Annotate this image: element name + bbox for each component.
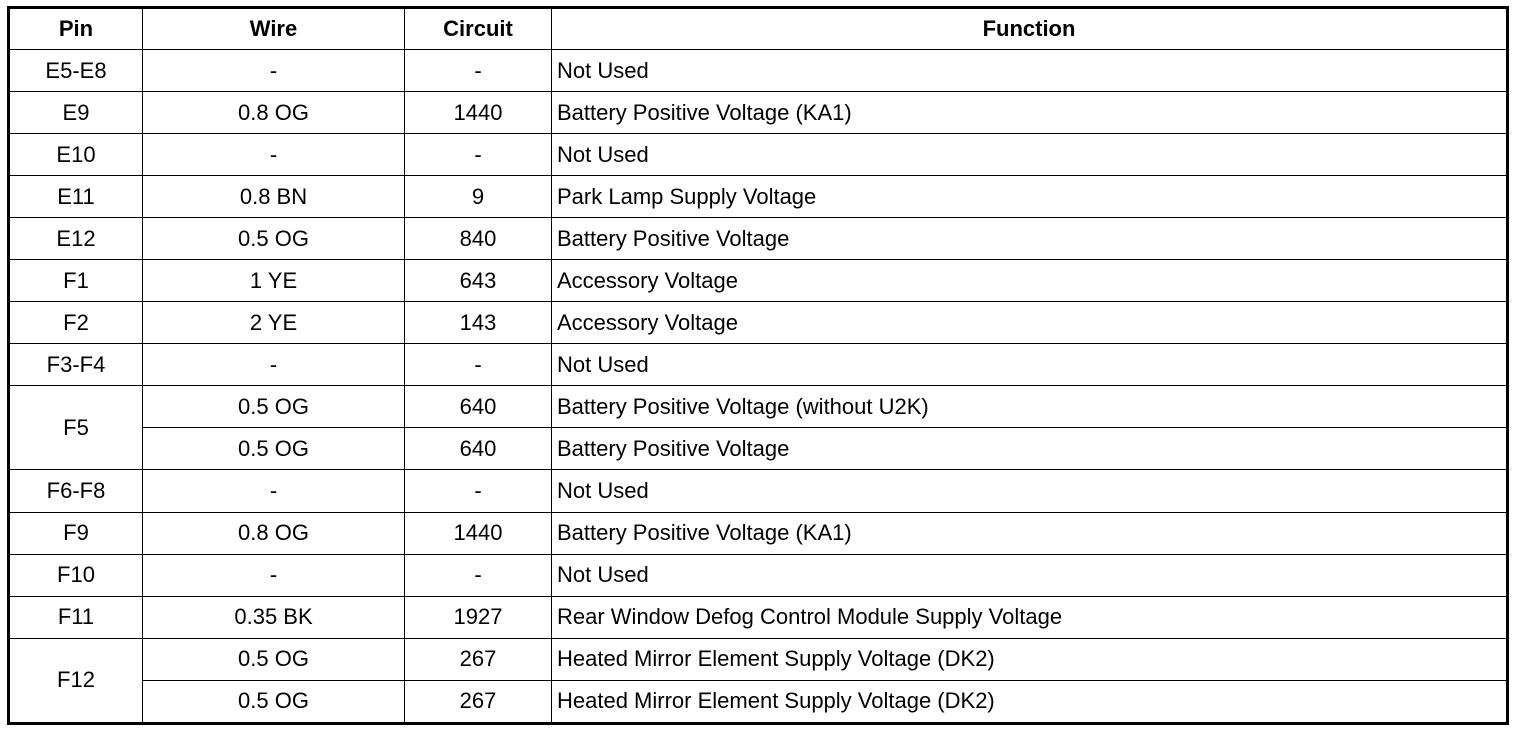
function-cell: Not Used — [552, 470, 1508, 512]
wire-cell: - — [143, 134, 405, 176]
circuit-cell: 143 — [405, 302, 552, 344]
table-row — [9, 134, 1508, 176]
table-row — [9, 92, 1508, 134]
pin-cell: F3-F4 — [9, 344, 143, 386]
pin-cell: E12 — [9, 218, 143, 260]
wire-cell: - — [143, 50, 405, 92]
table-row — [9, 218, 1508, 260]
circuit-cell: 840 — [405, 218, 552, 260]
function-cell: Heated Mirror Element Supply Voltage (DK2) — [552, 638, 1508, 680]
wire-cell: 0.5 OG — [143, 638, 405, 680]
function-cell: Not Used — [552, 50, 1508, 92]
circuit-cell: - — [405, 554, 552, 596]
circuit-cell: 640 — [405, 386, 552, 428]
wire-cell: 0.5 OG — [143, 386, 405, 428]
pin-cell: F11 — [9, 596, 143, 638]
function-cell: Battery Positive Voltage — [552, 218, 1508, 260]
header-pin: Pin — [9, 8, 143, 50]
table-row — [9, 428, 1508, 470]
wire-cell: - — [143, 344, 405, 386]
wire-cell: 2 YE — [143, 302, 405, 344]
header-wire: Wire — [143, 8, 405, 50]
circuit-cell: 267 — [405, 680, 552, 723]
pin-cell: F5 — [9, 386, 143, 470]
table-row — [9, 344, 1508, 386]
table-row — [9, 50, 1508, 92]
function-cell: Park Lamp Supply Voltage — [552, 176, 1508, 218]
header-circuit: Circuit — [405, 8, 552, 50]
pin-cell: F12 — [9, 638, 143, 723]
pin-cell: F1 — [9, 260, 143, 302]
circuit-cell: 1440 — [405, 92, 552, 134]
pin-cell: F9 — [9, 512, 143, 554]
pin-cell: F6-F8 — [9, 470, 143, 512]
circuit-cell: 643 — [405, 260, 552, 302]
wire-cell: 0.5 OG — [143, 428, 405, 470]
wire-cell: - — [143, 554, 405, 596]
pin-cell: E9 — [9, 92, 143, 134]
header-row — [9, 8, 1508, 50]
pin-cell: E5-E8 — [9, 50, 143, 92]
circuit-cell: - — [405, 134, 552, 176]
function-cell: Accessory Voltage — [552, 260, 1508, 302]
circuit-cell: - — [405, 50, 552, 92]
function-cell: Accessory Voltage — [552, 302, 1508, 344]
function-cell: Not Used — [552, 344, 1508, 386]
table-row — [9, 680, 1508, 723]
function-cell: Battery Positive Voltage (KA1) — [552, 92, 1508, 134]
connector-pin-table — [7, 6, 1509, 725]
table-row — [9, 302, 1508, 344]
function-cell: Battery Positive Voltage (without U2K) — [552, 386, 1508, 428]
pin-cell: F10 — [9, 554, 143, 596]
table-row — [9, 260, 1508, 302]
circuit-cell: 1927 — [405, 596, 552, 638]
circuit-cell: 267 — [405, 638, 552, 680]
table-row — [9, 596, 1508, 638]
wire-cell: 0.5 OG — [143, 680, 405, 723]
circuit-cell: 9 — [405, 176, 552, 218]
table-row — [9, 470, 1508, 512]
wire-cell: 0.8 BN — [143, 176, 405, 218]
pin-cell: E11 — [9, 176, 143, 218]
function-cell: Not Used — [552, 134, 1508, 176]
wire-cell: 0.8 OG — [143, 512, 405, 554]
function-cell: Rear Window Defog Control Module Supply Voltage — [552, 596, 1508, 638]
wire-cell: 0.5 OG — [143, 218, 405, 260]
function-cell: Battery Positive Voltage (KA1) — [552, 512, 1508, 554]
wire-cell: 1 YE — [143, 260, 405, 302]
circuit-cell: - — [405, 470, 552, 512]
wire-cell: - — [143, 470, 405, 512]
table-row — [9, 638, 1508, 680]
wire-cell: 0.8 OG — [143, 92, 405, 134]
function-cell: Not Used — [552, 554, 1508, 596]
header-function: Function — [552, 8, 1508, 50]
wire-cell: 0.35 BK — [143, 596, 405, 638]
pin-cell: F2 — [9, 302, 143, 344]
pin-cell: E10 — [9, 134, 143, 176]
function-cell: Heated Mirror Element Supply Voltage (DK2) — [552, 680, 1508, 723]
table-row — [9, 176, 1508, 218]
table-row — [9, 512, 1508, 554]
table-row — [9, 554, 1508, 596]
circuit-cell: 640 — [405, 428, 552, 470]
function-cell: Battery Positive Voltage — [552, 428, 1508, 470]
circuit-cell: 1440 — [405, 512, 552, 554]
circuit-cell: - — [405, 344, 552, 386]
table-row — [9, 386, 1508, 428]
